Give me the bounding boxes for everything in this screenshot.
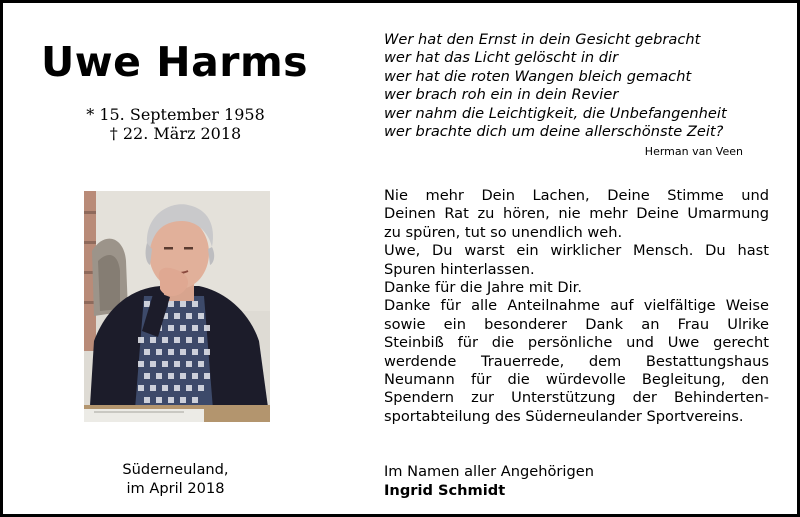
- life-dates: [63, 105, 288, 143]
- portrait-photo: [84, 191, 270, 422]
- message-line: zu spüren, tut so unendlich weh.: [384, 223, 623, 241]
- thanks-line: sportabteilung des Süderneulander Sportvereins.: [384, 407, 744, 425]
- death-date: † 22. März 2018: [109, 124, 242, 143]
- place-and-date: [83, 460, 268, 498]
- birth-date: * 15. September 1958: [86, 105, 265, 124]
- message-line: Danke für die Jahre mit Dir.: [384, 279, 582, 297]
- poem-author: Herman van Veen: [644, 145, 743, 158]
- thanks-line: sowie ein besonderer Dank an Frau Ulrike: [384, 315, 769, 333]
- signature-block: [384, 462, 594, 500]
- date: im April 2018: [126, 480, 225, 497]
- message-line: Uwe, Du warst ein wirklicher Mensch. Du hast: [384, 242, 769, 260]
- poem-line: wer hat das Licht gelöscht in dir: [384, 49, 619, 67]
- message-line: Deinen Rat zu hören, nie mehr Deine Umarmung: [384, 205, 769, 223]
- poem-line: wer nahm die Leichtigkeit, die Unbefangenheit: [384, 104, 727, 122]
- poem: [384, 31, 754, 141]
- poem-line: wer hat die roten Wangen bleich gemacht: [384, 67, 692, 85]
- place: Süderneuland,: [122, 461, 229, 478]
- thanks-line: Danke für alle Anteilnahme auf vielfältige Weise: [384, 297, 769, 315]
- signature-intro: Im Namen aller Angehörigen: [384, 463, 594, 480]
- message-text: [384, 187, 769, 426]
- poem-line: wer brach roh ein in dein Revier: [384, 86, 619, 104]
- deceased-name: Uwe Harms: [41, 38, 309, 86]
- poem-line: wer brachte dich um deine allerschönste Zeit?: [384, 123, 724, 141]
- poem-line: Wer hat den Ernst in dein Gesicht gebracht: [384, 31, 701, 48]
- message-line: Spuren hinterlassen.: [384, 260, 535, 278]
- message-line: Nie mehr Dein Lachen, Deine Stimme und: [384, 187, 769, 204]
- thanks-line: Spendern zur Unterstützung der Behinderten-: [384, 389, 769, 407]
- thanks-line: Neumann für die würdevolle Begleitung, den: [384, 371, 769, 389]
- signer-name: Ingrid Schmidt: [384, 482, 506, 499]
- thanks-line: werdende Trauerrede, dem Bestattungshaus: [384, 352, 769, 370]
- thanks-line: Steinbiß für die persönliche und Uwe gerecht: [384, 334, 769, 352]
